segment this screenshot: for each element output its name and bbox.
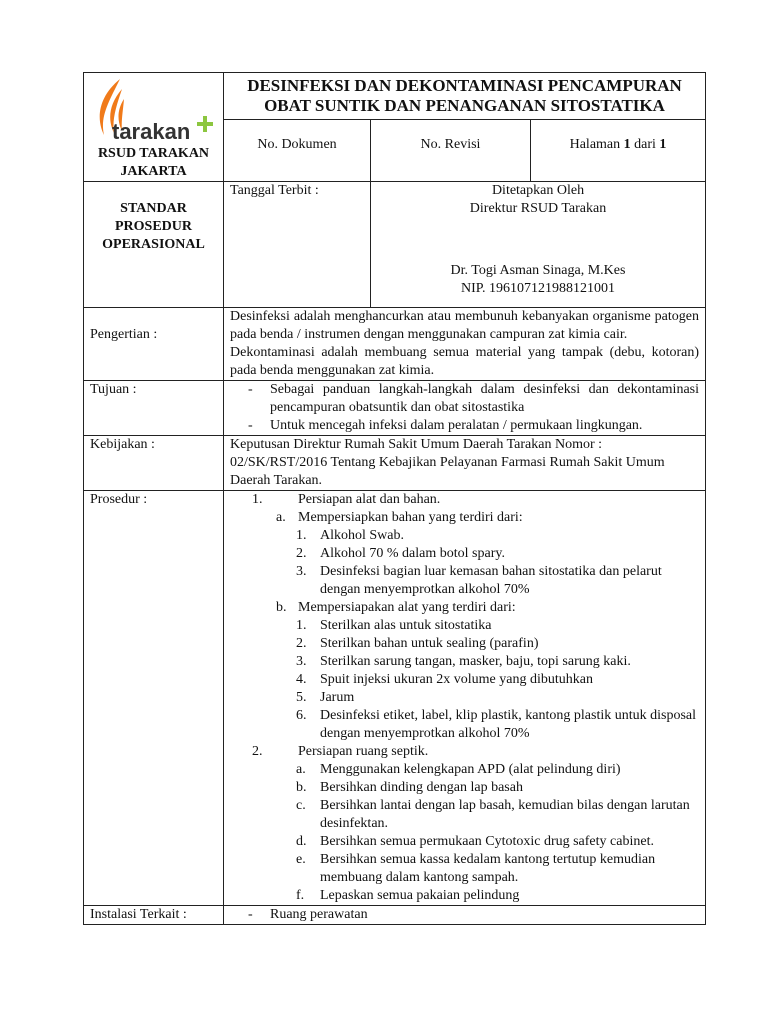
signature-block: [371, 182, 706, 308]
plus-icon: [197, 116, 213, 132]
list-item: 3. Desinfeksi bagian luar kemasan bahan sitostatika dan pelarut dengan menyemprotkan alkohol 70%: [296, 564, 662, 597]
kebijakan-content: Keputusan Direktur Rumah Sakit Umum Daerah Tarakan Nomor : 02/SK/RST/2016 Tentang Kebajikan Pelayanan Farmasi Rumah Sakit Umum Daerah Tarakan.: [224, 436, 706, 491]
no-dokumen-label: No. Dokumen: [224, 120, 371, 182]
logo-text: tarakan: [112, 119, 191, 144]
list-item: 6. Desinfeksi etiket, label, klip plastik, kantong plastik untuk disposal dengan menyemprotkan alkohol 70%: [296, 708, 697, 741]
sop-label: STANDAR PROSEDUR OPERASIONAL: [84, 182, 224, 308]
list-item: c. Bersihkan lantai dengan lap basah, kemudian bilas dengan larutan desinfektan.: [296, 798, 690, 831]
tanggal-terbit-label: Tanggal Terbit :: [224, 182, 371, 308]
sop-document: [83, 72, 705, 925]
instalasi-content: [224, 906, 706, 925]
no-revisi-label: No. Revisi: [371, 120, 531, 182]
list-item: 4. Spuit injeksi ukuran 2x volume yang dibutuhkan: [296, 672, 593, 687]
instalasi-label: Instalasi Terkait :: [84, 906, 224, 925]
sop-table: [83, 72, 706, 925]
list-item: a. Menggunakan kelengkapan APD (alat pelindung diri): [296, 762, 621, 777]
pengertian-content: [224, 308, 706, 381]
list-item: b. Bersihkan dinding dengan lap basah: [296, 780, 523, 795]
halaman-info: Halaman 1 dari 1: [531, 120, 706, 182]
list-item: - Ruang perawatan: [248, 906, 699, 924]
kebijakan-label: Kebijakan :: [84, 436, 224, 491]
signer-nip: NIP. 196107121988121001: [461, 281, 616, 296]
list-item: b. Mempersiapakan alat yang terdiri dari:: [276, 600, 516, 615]
list-item: 1. Persiapan alat dan bahan.: [252, 492, 441, 507]
direktur-title: Direktur RSUD Tarakan: [469, 201, 607, 216]
tujuan-label: Tujuan :: [84, 381, 224, 436]
signer-name: Dr. Togi Asman Sinaga, M.Kes: [450, 263, 626, 278]
prosedur-label: Prosedur :: [84, 491, 224, 906]
pengertian-desinfeksi: Desinfeksi adalah menghancurkan atau membunuh kebanyakan organisme patogen pada benda / instrumen dengan menggunakan campuran zat kimia cair.: [230, 309, 700, 342]
list-item: e. Bersihkan semua kassa kedalam kantong tertutup kemudian membuang dalam kantong sampah.: [296, 852, 656, 885]
tarakan-logo: [90, 75, 220, 145]
list-item: 1. Sterilkan alas untuk sitostatika: [296, 618, 492, 633]
list-item: 2. Persiapan ruang septik.: [252, 744, 429, 759]
hospital-name: RSUD TARAKAN JAKARTA: [97, 146, 210, 179]
list-item: f. Lepaskan semua pakaian pelindung: [296, 888, 520, 903]
prosedur-content: [224, 491, 706, 906]
list-item: 1. Alkohol Swab.: [296, 528, 404, 543]
document-title: DESINFEKSI DAN DEKONTAMINASI PENCAMPURAN OBAT SUNTIK DAN PENANGANAN SITOSTATIKA: [224, 73, 706, 120]
pengertian-dekontaminasi: Dekontaminasi adalah membuang semua material yang tampak (debu, kotoran) pada benda menggunakan zat kimia.: [230, 345, 700, 378]
list-item: - Untuk mencegah infeksi dalam peralatan / permukaan lingkungan.: [248, 417, 699, 435]
list-item: a. Mempersiapkan bahan yang terdiri dari:: [276, 510, 523, 525]
list-item: 3. Sterilkan sarung tangan, masker, baju, topi sarung kaki.: [296, 654, 631, 669]
tujuan-content: [224, 381, 706, 436]
list-item: - Sebagai panduan langkah-langkah dalam desinfeksi dan dekontaminasi pencampuran obatsuntik dan obat sitostastika: [248, 381, 699, 417]
list-item: 2. Alkohol 70 % dalam botol spary.: [296, 546, 505, 561]
hospital-logo-cell: [84, 73, 224, 182]
list-item: 2. Sterilkan bahan untuk sealing (parafin): [296, 636, 539, 651]
list-item: 5. Jarum: [296, 690, 355, 705]
ditetapkan-oleh: Ditetapkan Oleh: [491, 183, 585, 198]
pengertian-label: Pengertian :: [84, 308, 224, 381]
list-item: d. Bersihkan semua permukaan Cytotoxic drug safety cabinet.: [296, 834, 654, 849]
